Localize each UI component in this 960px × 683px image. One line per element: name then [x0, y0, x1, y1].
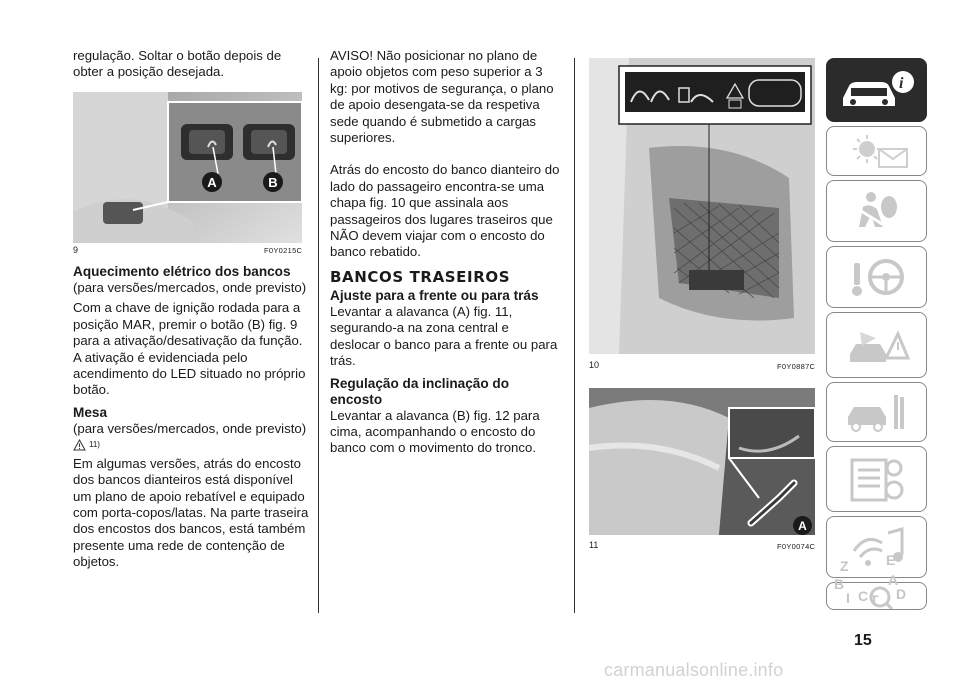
label-a: A [207, 174, 217, 190]
figure-10-code: F0Y0887C [777, 362, 816, 371]
warning-text: AVISO! Não posicionar no plano de apoio objetos com peso superior a 3 kg: por motivos de segurança, o plano de apoio desengata-se da respetiva sede quando é submetido a cargas superiores. [330, 48, 554, 146]
heading-recline: Regulação da inclinação do encosto [330, 375, 510, 407]
figure-10-number: 10 [589, 360, 600, 370]
seat-heating-text: Com a chave de ignição rodada para a posição MAR, premir o botão (B) fig. 9 para a ativação/desativação da função. A ativação é evidenciada pelo acendimento do LED situado no próprio botão. [73, 300, 306, 398]
index-letter-i: I [846, 590, 850, 606]
tab-maintenance[interactable] [826, 382, 927, 442]
figure-9 [73, 92, 302, 243]
tab-car-info[interactable] [826, 58, 927, 122]
index-letter-e: E [886, 552, 896, 568]
figure-9-number: 9 [73, 245, 79, 255]
index-letter-t: T [870, 592, 879, 608]
page-number: 15 [854, 632, 872, 649]
svg-text:i: i [898, 75, 903, 92]
warning-ref-number: 11) [89, 440, 100, 450]
seat-heating-buttons-illustration [73, 92, 302, 243]
plate-text: Atrás do encosto do banco dianteiro do lado do passageiro encontra-se uma chapa fig. 10 que assinala aos passageiros dos lugares traseiros que NÃO devem viajar com o encosto do banco rebatido. [330, 162, 560, 260]
maintenance-icon [842, 389, 912, 435]
index-letter-b: B [834, 576, 845, 592]
warning-reference [73, 437, 100, 453]
seat-lever-illustration [589, 388, 815, 535]
tab-airbag-safety[interactable] [826, 180, 927, 242]
seat-heating-note: (para versões/mercados, onde previsto) [73, 280, 307, 295]
tab-specifications[interactable] [826, 446, 927, 512]
label-b-badge [263, 172, 283, 192]
figure-10 [589, 58, 815, 354]
car-info-icon [837, 68, 917, 112]
heading-seat-heating: Aquecimento elétrico dos bancos [73, 264, 291, 279]
figure-11 [589, 388, 815, 535]
column-left-body [73, 264, 309, 577]
tab-steering-key[interactable] [826, 246, 927, 308]
emergency-icon [842, 320, 912, 370]
table-note: (para versões/mercados, onde previsto) [73, 420, 307, 436]
figure-9-code: F0Y0215C [264, 246, 303, 255]
heading-rear-seats: BANCOS TRASEIROS [330, 267, 511, 286]
column-left [73, 48, 309, 81]
label-a-fig11: A [798, 518, 807, 533]
heading-adjust: Ajuste para a frente ou para trás [330, 287, 539, 303]
divider-1 [318, 58, 319, 613]
figure-11-number: 11 [589, 540, 599, 550]
index-letter-d: D [896, 586, 907, 602]
intro-paragraph: regulação. Soltar o botão depois de obter a posição desejada. [73, 48, 282, 80]
figure-11-code: F0Y0074C [777, 542, 816, 551]
airbag-safety-icon [847, 187, 907, 235]
column-middle [330, 48, 562, 463]
index-letter-c: C [858, 588, 869, 604]
label-a-badge-fig11 [793, 516, 812, 535]
divider-2 [574, 58, 575, 613]
table-text: Em algumas versões, atrás do encosto dos bancos dianteiros está disponível um plano de apoio rebatível e equipado com porta-copos/latas. Na parte traseira dos encostos dos bancos, está também presente uma rede de contenção de objetos. [73, 455, 309, 570]
warning-triangle-icon [73, 439, 86, 451]
index-letter-z: Z [840, 558, 849, 574]
adjust-text: Levantar a alavanca (A) fig. 11, segurando-a na zona central e deslocar o banco para a frente ou para trás. [330, 303, 558, 369]
specifications-icon [842, 454, 912, 504]
index-letters [830, 550, 926, 610]
rear-seat-plate-illustration [589, 58, 815, 354]
dashboard-lights-icon [837, 131, 917, 171]
index-letter-a: A [888, 572, 899, 588]
watermark: carmanualsonline.info [604, 660, 784, 680]
steering-key-icon [842, 253, 912, 301]
label-a-badge [202, 172, 222, 192]
recline-text: Levantar a alavanca (B) fig. 12 para cima, acompanhando o encosto do banco com o movimento do tronco. [330, 407, 540, 456]
tab-dashboard-lights[interactable] [826, 126, 927, 176]
label-b: B [268, 174, 278, 190]
tab-emergency[interactable] [826, 312, 927, 378]
heading-table: Mesa [73, 404, 108, 420]
